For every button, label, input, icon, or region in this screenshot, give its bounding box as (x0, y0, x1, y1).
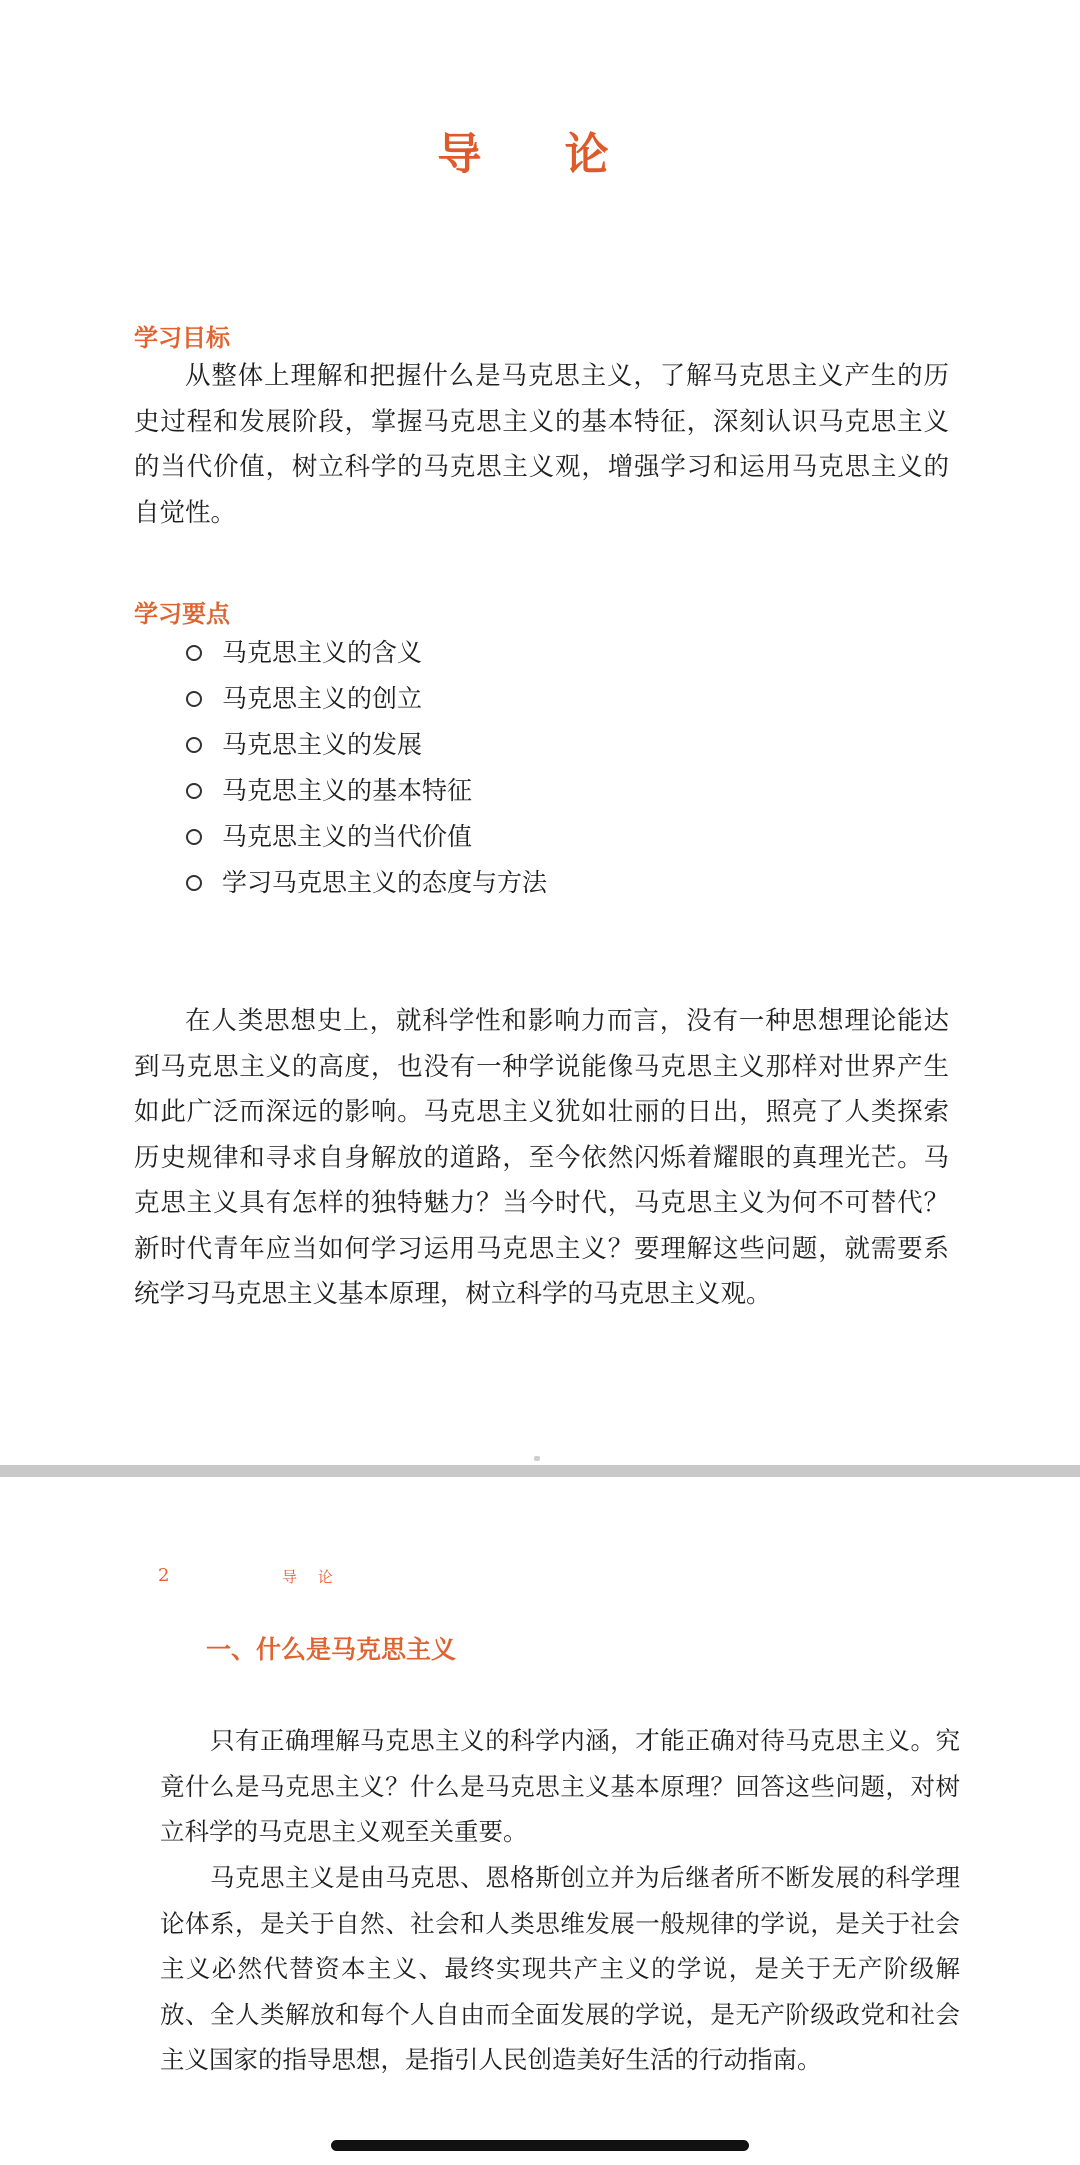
list-item-label: 马克思主义的发展 (222, 730, 423, 759)
list-item (186, 860, 547, 906)
circle-bullet-icon (186, 737, 202, 753)
circle-bullet-icon (186, 783, 202, 799)
circle-bullet-icon (186, 875, 202, 891)
key-points-heading: 学习要点 (134, 600, 230, 628)
list-item (186, 768, 547, 814)
circle-bullet-icon (186, 691, 202, 707)
list-item-label: 马克思主义的当代价值 (222, 822, 473, 851)
body-paragraph: 只有正确理解马克思主义的科学内涵，才能正确对待马克思主义。究竟什么是马克思主义？什么是马克思主义基本原理？回答这些问题，对树立科学的马克思主义观至关重要。 (160, 1726, 960, 1846)
page-speck (534, 1456, 540, 1461)
list-item (186, 722, 547, 768)
key-points-list (186, 630, 547, 906)
list-item (186, 630, 547, 676)
learning-goals-text: 从整体上理解和把握什么是马克思主义，了解马克思主义产生的历史过程和发展阶段，掌握马克思主义的基本特征，深刻认识马克思主义的当代价值，树立科学的马克思主义观，增强学习和运用马克思主义的自觉性。 (134, 361, 949, 528)
circle-bullet-icon (186, 829, 202, 845)
circle-bullet-icon (186, 645, 202, 661)
page-number: 2 (158, 1565, 170, 1586)
list-item-label: 马克思主义的含义 (222, 638, 423, 667)
chapter-title: 导 论 (437, 129, 643, 180)
learning-goals-heading: 学习目标 (134, 324, 230, 352)
list-item (186, 814, 547, 860)
list-item (186, 676, 547, 722)
intro-paragraph: 在人类思想史上，就科学性和影响力而言，没有一种思想理论能达到马克思主义的高度，也没有一种学说能像马克思主义那样对世界产生如此广泛而深远的影响。马克思主义犹如壮丽的日出，照亮了人类探索历史规律和寻求自身解放的道路，至今依然闪烁着耀眼的真理光芒。马克思主义具有怎样的独特魅力？当今时代，马克思主义为何不可替代？新时代青年应当如何学习运用马克思主义？要理解这些问题，就需要系统学习马克思主义基本原理，树立科学的马克思主义观。 (134, 1006, 949, 1309)
running-head: 导 论 (282, 1568, 341, 1586)
body-paragraph: 马克思主义是由马克思、恩格斯创立并为后继者所不断发展的科学理论体系，是关于自然、社会和人类思维发展一般规律的学说，是关于社会主义必然代替资本主义、最终实现共产主义的学说，是关于无产阶级解放、全人类解放和每个人自由而全面发展的学说，是无产阶级政党和社会主义国家的指导思想，是指引人民创造美好生活的行动指南。 (160, 1863, 960, 2074)
list-item-label: 马克思主义的创立 (222, 684, 423, 713)
home-indicator[interactable] (331, 2140, 749, 2151)
page-divider (0, 1465, 1080, 1477)
list-item-label: 马克思主义的基本特征 (222, 776, 473, 805)
list-item-label: 学习马克思主义的态度与方法 (222, 868, 548, 897)
section-heading: 一、什么是马克思主义 (206, 1635, 457, 1664)
